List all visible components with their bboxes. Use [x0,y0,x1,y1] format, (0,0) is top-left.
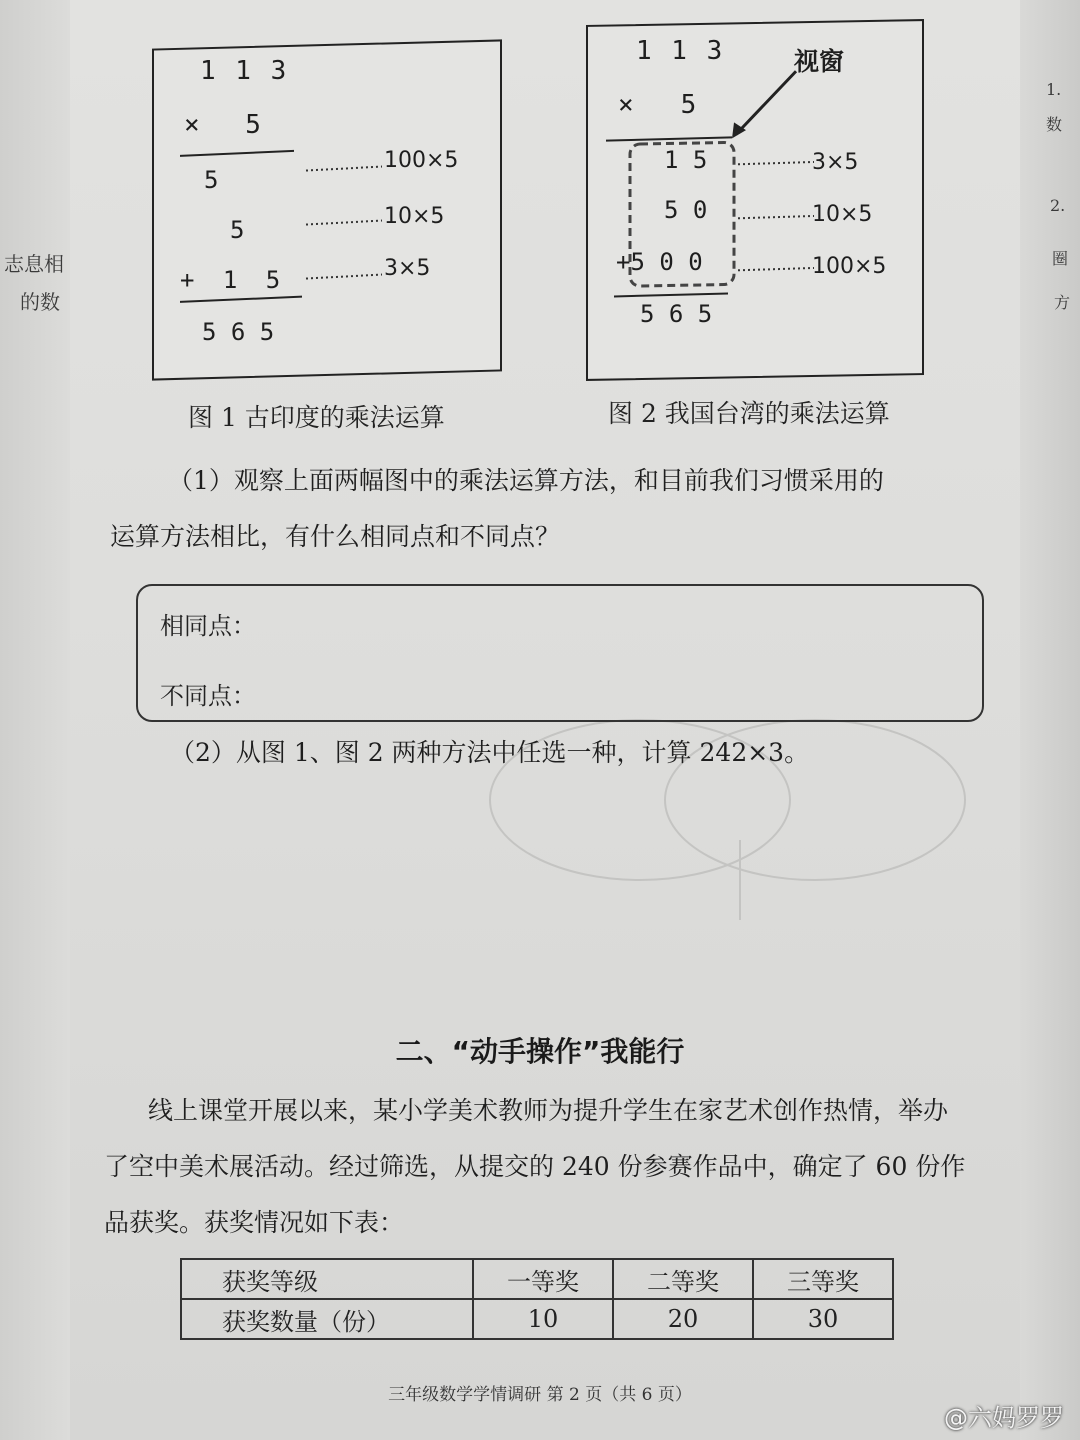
award-count-header: 获奖数量（份） [181,1299,473,1339]
award-table-header-row [181,1259,893,1299]
figure2-note-tens: 10×5 [812,202,873,227]
award-table [180,1258,894,1340]
left-edge-text-1: 志息相 [4,252,64,276]
right-edge-text-3: 2. [1050,196,1066,215]
figure2-caption: 图 2 我国台湾的乘法运算 [608,399,890,428]
section2-para-line3: 品获奖。获奖情况如下表： [104,1208,405,1237]
award-count-2: 20 [613,1299,753,1339]
right-page-edge [1020,0,1080,1440]
left-page-edge [0,0,70,1440]
figure1-multiplicand: 1 1 3 [200,56,289,86]
question1-line2: 运算方法相比，有什么相同点和不同点？ [110,522,561,551]
figure2-multiplier: × 5 [618,90,697,120]
left-edge-text-2: 的数 [20,290,60,314]
right-edge-text-4: 圈 [1052,249,1069,268]
question1-line1: （1）观察上面两幅图中的乘法运算方法，和目前我们习惯采用的 [168,466,884,495]
award-table-count-row [181,1299,893,1339]
figure2-note-ones: 3×5 [812,150,859,175]
section2-para-line2: 了空中美术展活动。经过筛选，从提交的 240 份参赛作品中，确定了 60 份作 [104,1152,966,1181]
figure2-window-label: 视窗 [794,47,845,76]
same-points-label: 相同点： [160,612,256,640]
figure1-caption: 图 1 古印度的乘法运算 [188,403,445,432]
figure2-box [586,19,924,381]
figure2-multiplicand: 1 1 3 [636,36,725,66]
award-level-2: 二等奖 [613,1259,753,1299]
section2-para-line1: 线上课堂开展以来，某小学美术教师为提升学生在家艺术创作热情，举办 [148,1096,949,1125]
figure2-row2: 5 0 [664,196,708,224]
figure1-note-tens: 10×5 [384,204,445,229]
figure2-lines [588,21,922,379]
figure1-row2: 5 [230,216,245,244]
right-edge-text-5: 方 [1054,293,1071,312]
figure1-note-hundreds: 100×5 [384,148,459,173]
award-level-3: 三等奖 [753,1259,893,1299]
right-edge-text-2: 数 [1046,115,1063,134]
figure2-result: 5 6 5 [640,300,713,328]
answer-box[interactable] [136,584,984,722]
page-footer: 三年级数学学情调研 第 2 页（共 6 页） [388,1385,692,1405]
figure1-row3: + 1 5 [180,266,281,294]
award-count-1: 10 [473,1299,613,1339]
different-points-label: 不同点： [160,682,256,710]
watermark: @六妈罗罗 [944,1404,1064,1432]
figure1-result: 5 6 5 [202,318,275,346]
section2-title: 二、“动手操作”我能行 [395,1035,685,1068]
question2: （2）从图 1、图 2 两种方法中任选一种，计算 242×3。 [170,738,810,767]
figure2-row3: +5 0 0 [616,248,703,276]
award-count-3: 30 [753,1299,893,1339]
award-level-header: 获奖等级 [181,1259,473,1299]
figure2-row1: 1 5 [664,146,708,174]
figure1-multiplier: × 5 [184,110,261,140]
award-level-1: 一等奖 [473,1259,613,1299]
figure1-row1: 5 [204,166,219,194]
figure2-note-hundreds: 100×5 [812,254,887,279]
right-edge-text-1: 1. [1046,80,1062,99]
figure1-note-ones: 3×5 [384,256,431,281]
